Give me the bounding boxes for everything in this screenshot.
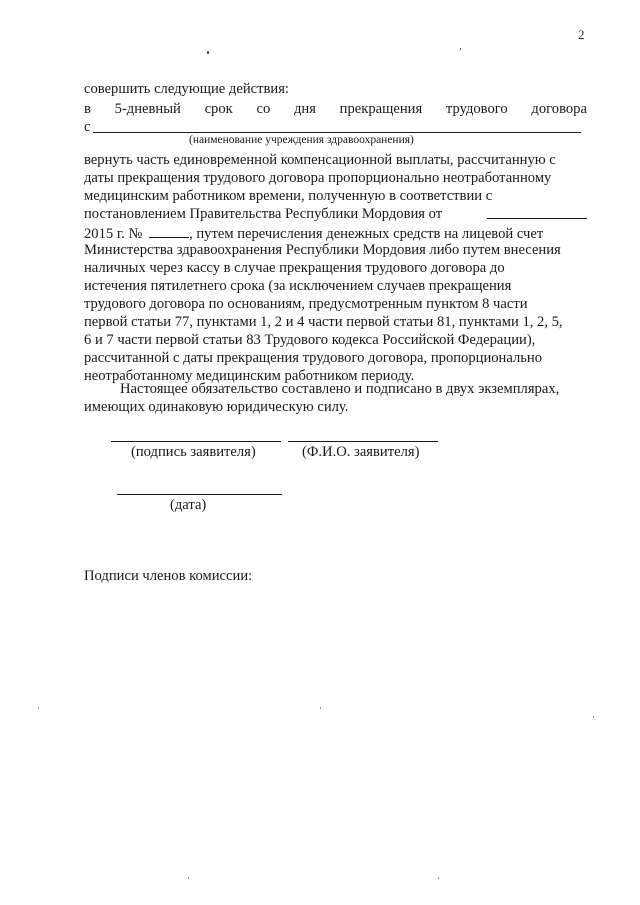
term-word: договора (531, 101, 587, 117)
resolution-date-blank (487, 218, 587, 219)
body-text: 2015 г. № (84, 226, 143, 242)
term-word: прекращения (339, 101, 423, 117)
scan-speck (460, 48, 461, 50)
resolution-number-blank (149, 223, 189, 238)
scan-speck (320, 707, 321, 709)
applicant-name-caption: (Ф.И.О. заявителя) (302, 444, 420, 460)
body-text: вернуть часть единовременной компенсационной выплаты, рассчитанную с (84, 152, 556, 168)
body-line: 6 и 7 части первой статьи 83 Трудового кодекса Российской Федерации), (84, 332, 536, 348)
body-line: неотработанному медицинским работником периоду. (84, 368, 415, 384)
date-caption: (дата) (170, 497, 207, 513)
term-word: в (84, 101, 91, 117)
date-blank (117, 494, 282, 495)
term-line (84, 100, 587, 118)
term-word: со (256, 101, 271, 117)
body-line: трудового договора по основаниям, предусмотренным пунктом 8 части (84, 296, 528, 312)
term-word: 5-дневный (114, 101, 181, 117)
closing-line: имеющих одинаковую юридическую силу. (84, 399, 349, 415)
closing-line: Настоящее обязательство составлено и подписано в двух экземплярах, (120, 381, 560, 397)
scan-speck (593, 716, 594, 718)
body-text: , путем перечисления денежных средств на лицевой счет (189, 226, 544, 242)
body-text: постановлением Правительства Республики Мордовия от (84, 206, 443, 222)
commission-label: Подписи членов комиссии: (84, 568, 253, 584)
applicant-signature-blank (111, 441, 281, 442)
applicant-name-blank (288, 441, 438, 442)
scan-speck (38, 707, 39, 709)
term-word: дня (293, 101, 316, 117)
body-line (84, 205, 587, 223)
body-line: первой статьи 77, пунктами 1, 2 и 4 части первой статьи 81, пунктами 1, 2, 5, (84, 314, 563, 330)
body-line (84, 151, 587, 169)
body-line: медицинским работником времени, полученную в соответствии с (84, 188, 493, 204)
applicant-signature-caption: (подпись заявителя) (131, 444, 256, 460)
scan-speck (207, 51, 209, 54)
body-line: даты прекращения трудового договора пропорционально неотработанному (84, 170, 552, 186)
institution-prefix: с (84, 119, 91, 135)
term-word: срок (204, 101, 233, 117)
page-number: 2 (578, 27, 585, 42)
body-line: наличных через кассу в случае прекращения трудового договора до (84, 260, 505, 276)
body-line (84, 223, 587, 243)
scan-speck (438, 877, 439, 879)
institution-blank-line (93, 132, 581, 133)
body-line: истечения пятилетнего срока (за исключением случаев прекращения (84, 278, 512, 294)
institution-caption: (наименование учреждения здравоохранения) (189, 134, 414, 146)
term-word: трудового (445, 101, 508, 117)
body-line: Министерства здравоохранения Республики Мордовия либо путем внесения (84, 242, 561, 258)
scan-speck (188, 877, 189, 879)
heading-line: совершить следующие действия: (84, 81, 289, 97)
body-line: рассчитанной с даты прекращения трудового договора, пропорционально (84, 350, 543, 366)
